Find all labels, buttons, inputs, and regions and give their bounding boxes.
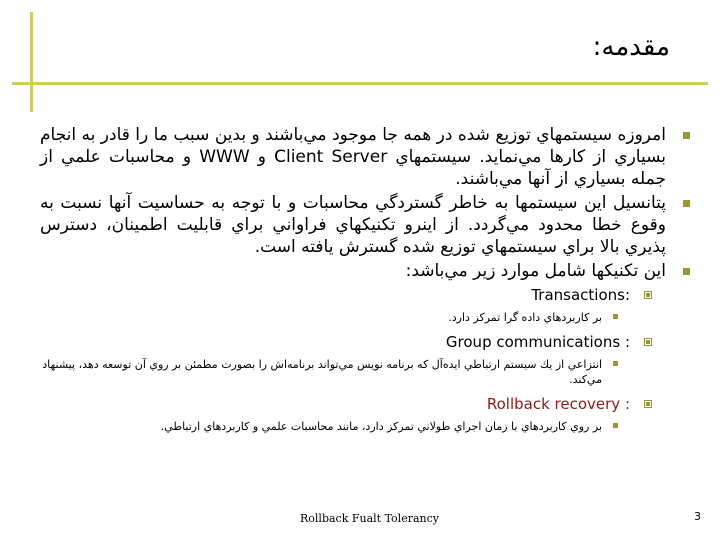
slide-title: مقدمه:: [592, 32, 670, 62]
square-bullet-icon: [683, 132, 690, 139]
boxed-bullet-icon: [644, 291, 652, 299]
boxed-bullet-icon: [644, 338, 652, 346]
detail-text: بر كاربردهاي داده گرا تمركز دارد.: [448, 311, 602, 324]
bullet-text: اين تكنيكها شامل موارد زير مي‌باشد:: [405, 261, 666, 281]
subitem-detail: [40, 310, 692, 325]
subitem-detail: [40, 419, 692, 434]
boxed-bullet-icon: [644, 400, 652, 408]
square-bullet-icon: [683, 200, 690, 207]
subitem-label: Group communications :: [445, 333, 630, 351]
subitem-group-communications: [40, 331, 692, 353]
footer-text: Rollback Fualt Tolerancy: [300, 512, 439, 525]
detail-text: بر روي كاربردهاي با زمان اجراي طولاني تمركز دارد، مانند محاسبات علمي و كاربردهاي ارتباطي.: [160, 420, 602, 433]
decorative-horizontal-line: [12, 82, 708, 85]
bullet-text: پتانسيل اين سيستمها به خاطر گستردگي محاسبات و با توجه به حساسيت آنها نسبت به وقوع خطا محدود مي‌گردد. از اينرو تكنيكهاي فراواني براي قابليت اطمينان، دسترس پذيري بالا براي سيستمهاي توزيع شده گسترش يافته است.: [40, 193, 666, 257]
decorative-vertical-line: [30, 12, 33, 112]
subitem-transactions: [40, 284, 692, 306]
bullet-item: [40, 260, 692, 282]
detail-text: انتزاعي از يك سيستم ارتباطي ايده‌آل كه برنامه نويس مي‌تواند برنامه‌اش را بصورت مطمئن بر روي آن توسعه دهد، پيشنهاد مي‌كند.: [42, 358, 602, 386]
subitem-rollback-recovery: [40, 393, 692, 415]
square-bullet-icon: [613, 423, 618, 428]
square-bullet-icon: [613, 361, 618, 366]
subitem-label: Transactions:: [531, 286, 630, 304]
bullet-text: امروزه سيستمهاي توزيع شده در همه جا موجود مي‌باشند و بدين سبب ما را قادر به انجام بسياري از كارها مي‌نمايد. سيستمهاي Client Server و WWW و محاسبات علمي از جمله بسياري از آنها مي‌باشند.: [40, 125, 666, 189]
bullet-item: [40, 192, 692, 258]
subitem-label: Rollback recovery :: [486, 395, 630, 413]
bullet-item: [40, 124, 692, 190]
slide-body: [40, 124, 692, 440]
subitem-detail: [40, 357, 692, 387]
square-bullet-icon: [613, 314, 618, 319]
square-bullet-icon: [683, 268, 690, 275]
page-number: 3: [694, 510, 701, 523]
